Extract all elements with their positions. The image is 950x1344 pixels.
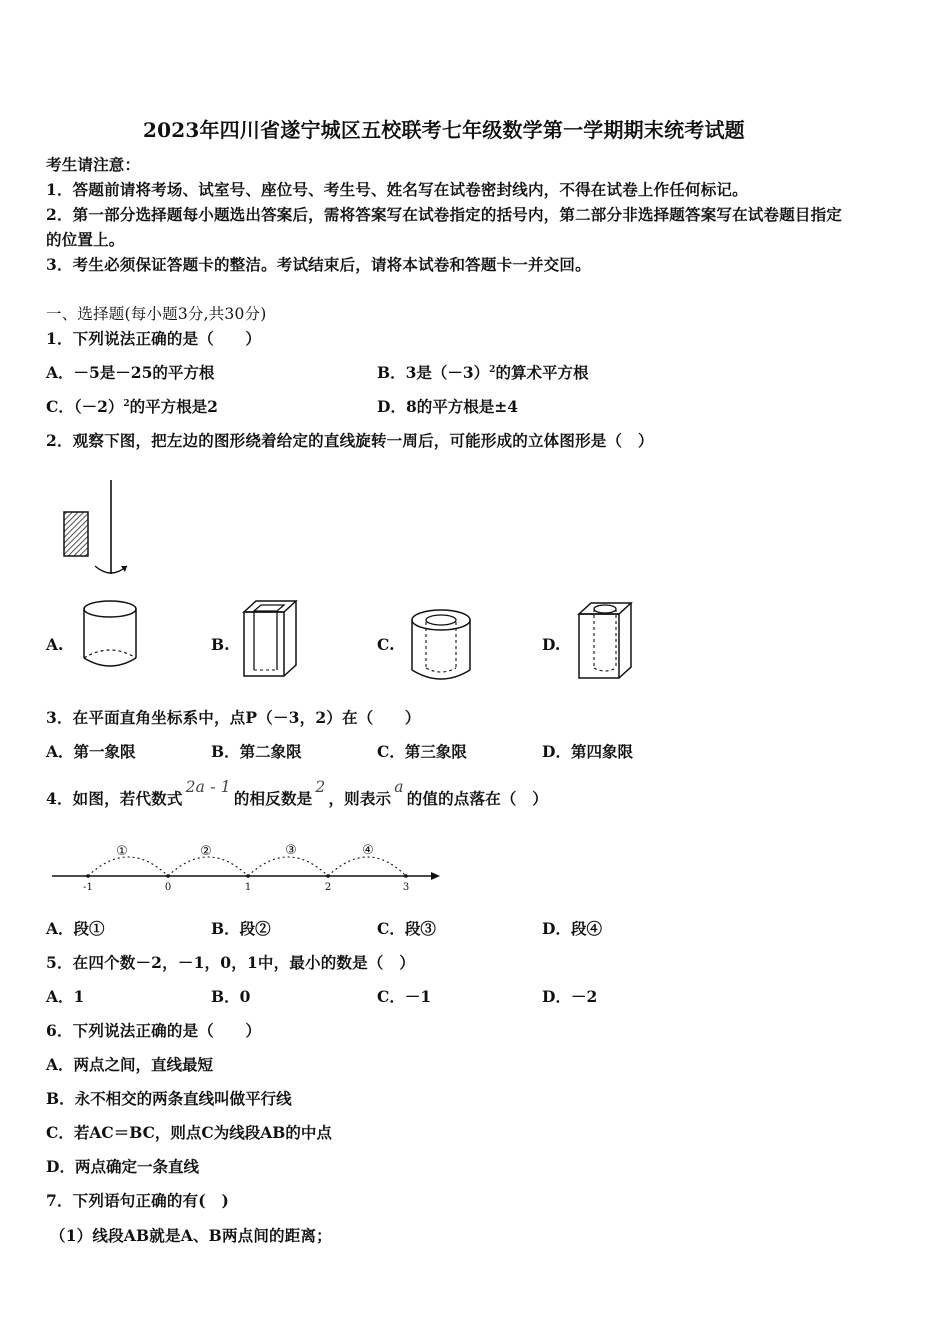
q1-option-c-sup: 2 (123, 398, 130, 409)
q2-option-c-label[interactable]: C. (377, 635, 395, 654)
q4-option-a[interactable]: A．段① (46, 919, 105, 938)
q5-option-a[interactable]: A．1 (46, 987, 85, 1006)
tick-label-0: 0 (164, 882, 172, 893)
tick-label-3: 3 (402, 882, 410, 893)
q1-option-b-pre: B．3是（－3） (377, 363, 490, 382)
q4-stem-d: 的值的点落在（ ） (406, 789, 549, 808)
segment-label-4: ④ (362, 843, 374, 858)
q3-stem: 3．在平面直角坐标系中，点P（－3，2）在（ ） (46, 708, 421, 727)
q6-option-d[interactable]: D．两点确定一条直线 (46, 1157, 199, 1176)
q4-option-c[interactable]: C．段③ (377, 919, 436, 938)
tick-label-neg1: -1 (83, 882, 93, 893)
q7-item-1: （1）线段AB就是A、B两点间的距离； (50, 1226, 332, 1245)
q3-option-d[interactable]: D．第四象限 (542, 742, 633, 761)
q6-option-b[interactable]: B．永不相交的两条直线叫做平行线 (46, 1089, 292, 1108)
q2-option-c-hollow-cylinder[interactable] (408, 606, 474, 682)
q5-stem: 5．在四个数－2，－1，0，1中，最小的数是（ ） (46, 953, 415, 972)
q2-option-d-box-with-cylinder[interactable] (575, 600, 637, 682)
page-title: 2023年四川省遂宁城区五校联考七年级数学第一学期期末统考试题 (143, 118, 745, 142)
number-line-arcs (88, 857, 406, 876)
q5-option-d[interactable]: D．－2 (542, 987, 598, 1006)
q2-option-d-label[interactable]: D. (542, 635, 561, 654)
q1-option-b[interactable] (377, 361, 588, 383)
q4-stem-c: ，则表示 (328, 789, 392, 808)
notice-line-1: 1．答题前请将考场、试室号、座位号、考生号、姓名写在试卷密封线内，不得在试卷上作任何标记。 (46, 180, 748, 199)
number-line-arrow (431, 872, 440, 880)
q6-stem: 6．下列说法正确的是（ ） (46, 1021, 262, 1040)
q1-option-b-sup: 2 (489, 364, 496, 375)
q3-option-c[interactable]: C．第三象限 (377, 742, 467, 761)
q7-stem: 7．下列语句正确的有( ) (46, 1191, 230, 1210)
q4-option-b[interactable]: B．段② (211, 919, 271, 938)
notice-line-2a: 2．第一部分选择题每小题选出答案后，需将答案写在试卷指定的括号内，第二部分非选择题答案写在试卷题目指定 (46, 205, 842, 224)
q6-option-c[interactable]: C．若AC＝BC，则点C为线段AB的中点 (46, 1123, 332, 1142)
q2-option-b-label[interactable]: B. (211, 635, 230, 654)
q5-option-c[interactable]: C．－1 (377, 987, 432, 1006)
notice-line-3: 3．考生必须保证答题卡的整洁。考试结束后，请将本试卷和答题卡一并交回。 (46, 255, 591, 274)
tick-label-1: 1 (244, 882, 252, 893)
q4-stem-b: 的相反数是 (233, 789, 313, 808)
q1-option-a[interactable]: A．－5是－25的平方根 (46, 363, 215, 382)
q4-expr-1: 2a - 1 (185, 778, 231, 796)
q5-option-b[interactable]: B．0 (211, 987, 251, 1006)
q4-option-d[interactable]: D．段④ (542, 919, 602, 938)
q2-hatched-rectangle (64, 512, 88, 556)
q1-option-c[interactable] (46, 395, 218, 417)
tick-label-2: 2 (324, 882, 332, 893)
segment-label-1: ① (116, 844, 128, 859)
q4-expr-2: 2 (315, 778, 326, 796)
q1-stem: 1．下列说法正确的是（ ） (46, 329, 262, 348)
q2-option-b-box[interactable] (240, 598, 302, 680)
q6-option-a[interactable]: A．两点之间，直线最短 (46, 1055, 214, 1074)
segment-label-3: ③ (285, 843, 297, 858)
q2-source-figure (55, 478, 145, 583)
q2-option-a-cylinder[interactable] (80, 598, 140, 670)
q3-option-a[interactable]: A．第一象限 (46, 742, 136, 761)
q1-option-c-pre: C．（－2） (46, 397, 124, 416)
q1-option-b-post: 的算术平方根 (495, 363, 589, 382)
q4-number-line (50, 838, 442, 896)
segment-label-2: ② (200, 844, 212, 859)
q4-expr-3: a (394, 778, 404, 796)
q2-stem: 2．观察下图，把左边的图形绕着给定的直线旋转一周后，可能形成的立体图形是（ ） (46, 431, 654, 450)
notice-line-2b: 的位置上。 (46, 230, 125, 249)
notice-heading: 考生请注意： (46, 155, 141, 174)
q4-stem (46, 778, 549, 809)
q2-option-a-label[interactable]: A. (46, 635, 64, 654)
q1-option-c-post: 的平方根是2 (129, 397, 218, 416)
section-heading: 一、选择题(每小题3分,共30分) (46, 305, 267, 323)
q1-option-d[interactable]: D．8的平方根是±4 (377, 397, 518, 416)
q3-option-b[interactable]: B．第二象限 (211, 742, 302, 761)
q4-stem-a: 4．如图，若代数式 (46, 789, 183, 808)
